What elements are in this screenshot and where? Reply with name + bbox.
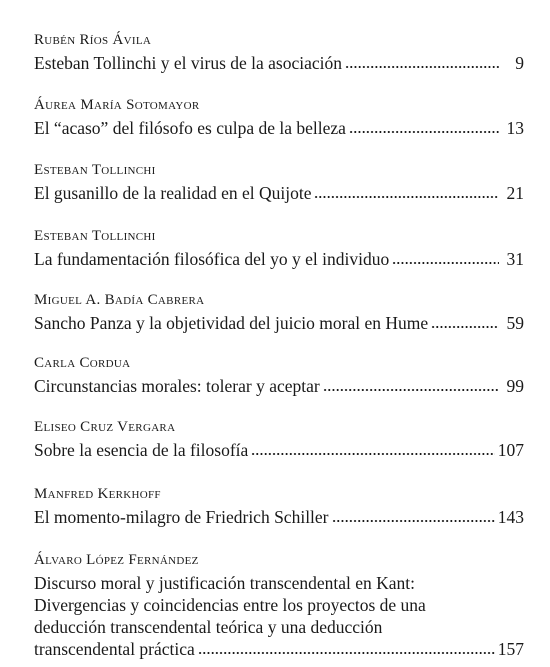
toc-entry (34, 290, 524, 334)
entry-author: Carla Cordua (34, 355, 131, 371)
toc-entry (34, 160, 524, 204)
entry-author: Áurea María Sotomayor (34, 97, 200, 113)
entry-author: Miguel A. Badía Cabrera (34, 292, 205, 308)
entry-title: Sancho Panza y la objetividad del juicio moral en Hume (34, 313, 429, 333)
dot-leader (251, 442, 494, 456)
entry-author: Álvaro López Fernández (34, 552, 199, 568)
entry-author: Manfred Kerkhoff (34, 486, 161, 502)
entry-page-number: 143 (497, 507, 524, 527)
entry-title: Esteban Tollinchi y el virus de la asociación (34, 53, 343, 73)
entry-title: El momento-milagro de Friedrich Schiller (34, 507, 329, 527)
dot-leader (323, 378, 499, 392)
toc-entry (34, 550, 524, 660)
entry-page-number: 31 (506, 249, 524, 269)
dot-leader (332, 509, 495, 523)
entry-page-number: 99 (506, 376, 524, 396)
entry-page-number: 157 (497, 639, 524, 659)
entry-page-number: 107 (497, 440, 524, 460)
dot-leader (314, 185, 499, 199)
entry-line (34, 52, 524, 74)
entry-line (34, 117, 524, 139)
toc-entry (34, 417, 524, 461)
toc-entry (34, 226, 524, 270)
dot-leader (345, 55, 499, 69)
entry-line (34, 248, 524, 270)
entry-line (34, 638, 524, 660)
entry-page-number: 13 (506, 118, 524, 138)
entry-page-number: 59 (506, 313, 524, 333)
entry-title: Sobre la esencia de la filosofía (34, 440, 249, 460)
entry-page-number: 21 (506, 183, 524, 203)
entry-author: Rubén Ríos Ávila (34, 32, 152, 48)
entry-line (34, 182, 524, 204)
toc-entry (34, 95, 524, 139)
dot-leader (349, 120, 499, 134)
entry-author: Esteban Tollinchi (34, 228, 156, 244)
entry-title: El gusanillo de la realidad en el Quijote (34, 183, 312, 203)
entry-title-line: Discurso moral y justificación transcendental en Kant: (34, 573, 415, 593)
toc-entry (34, 484, 524, 528)
dot-leader (431, 315, 499, 329)
entry-title-line: Divergencias y coincidencias entre los proyectos de una (34, 595, 426, 615)
entry-line (34, 439, 524, 461)
entry-author: Esteban Tollinchi (34, 162, 156, 178)
entry-line (34, 312, 524, 334)
entry-line (34, 375, 524, 397)
entry-author: Eliseo Cruz Vergara (34, 419, 176, 435)
entry-title-line: deducción transcendental teórica y una deducción (34, 617, 383, 637)
entry-title: La fundamentación filosófica del yo y el individuo (34, 249, 390, 269)
toc-entry (34, 353, 524, 397)
entry-page-number: 9 (515, 53, 524, 73)
dot-leader (198, 641, 495, 655)
entry-line (34, 506, 524, 528)
entry-title: El “acaso” del filósofo es culpa de la belleza (34, 118, 346, 138)
entry-title-line: transcendental práctica (34, 639, 195, 659)
entry-title: Circunstancias morales: tolerar y aceptar (34, 376, 320, 396)
dot-leader (392, 251, 499, 265)
toc-entry (34, 30, 524, 74)
